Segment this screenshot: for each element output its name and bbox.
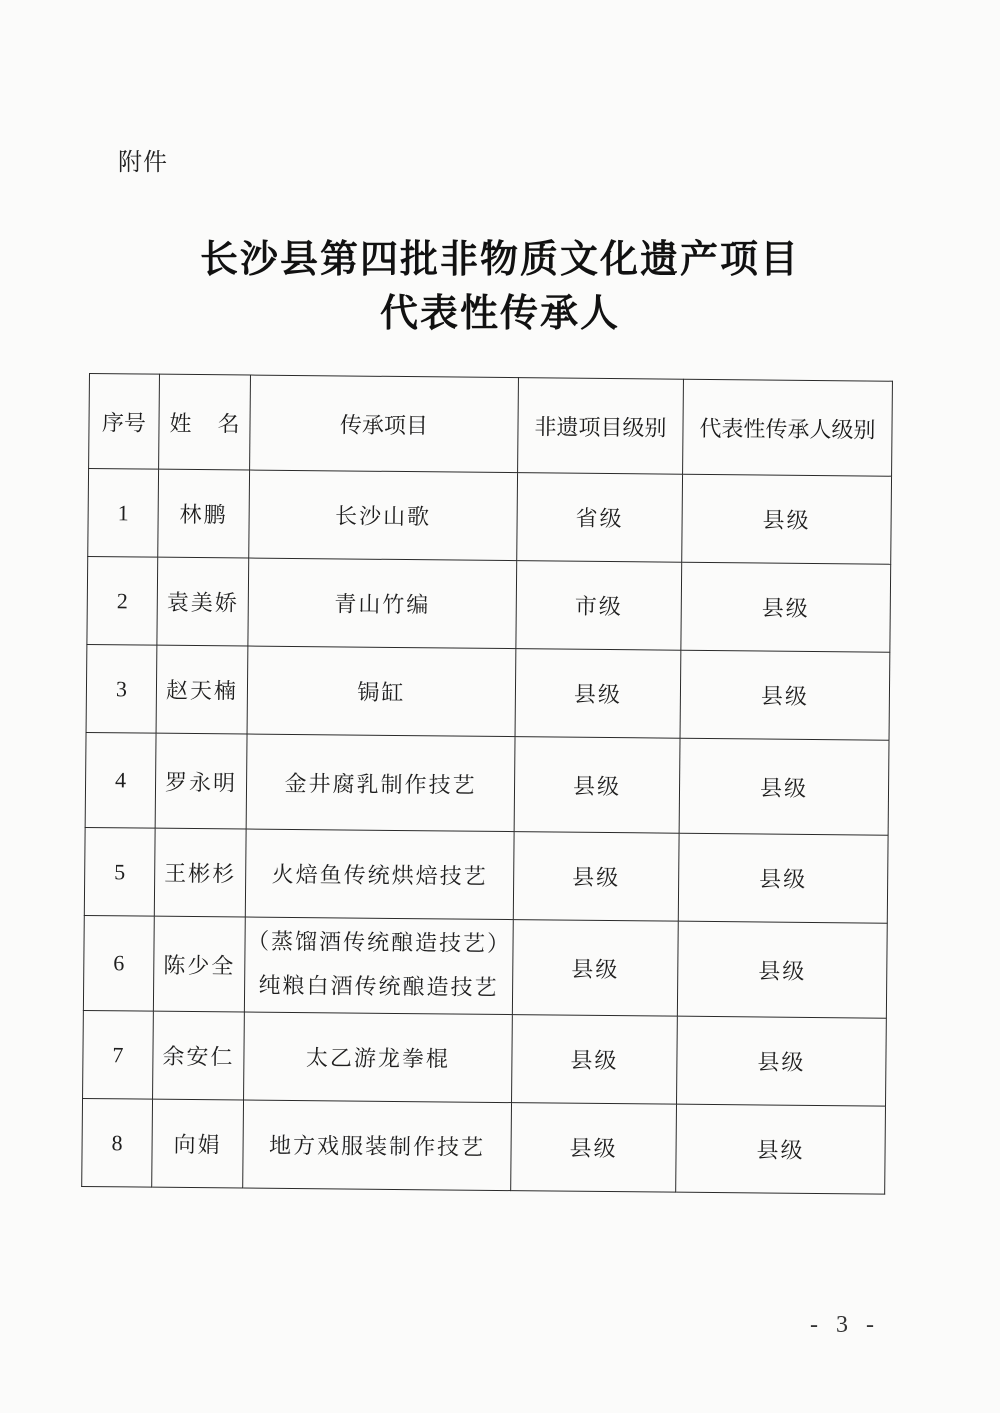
row-project: 地方戏服装制作技艺 xyxy=(243,1100,512,1191)
row-heritage-level: 省级 xyxy=(517,473,683,563)
table-header-row xyxy=(89,374,893,477)
row-project: 金井腐乳制作技艺 xyxy=(246,734,515,832)
row-name: 袁美娇 xyxy=(157,557,249,646)
table-row xyxy=(82,1098,886,1194)
page-number: - 3 - xyxy=(810,1312,880,1338)
row-index: 2 xyxy=(87,556,158,645)
row-inheritor-level: 县级 xyxy=(680,650,890,740)
row-inheritor-level: 县级 xyxy=(678,833,888,923)
row-inheritor-level: 县级 xyxy=(679,738,889,835)
header-inheritor-level: 代表性传承人级别 xyxy=(683,379,893,476)
row-project xyxy=(244,917,513,1015)
row-project-line1: （蒸馏酒传统酿造技艺） xyxy=(246,929,512,958)
row-project: 长沙山歌 xyxy=(249,470,518,561)
row-index: 4 xyxy=(85,732,156,828)
row-project: 火焙鱼传统烘焙技艺 xyxy=(245,829,514,920)
row-inheritor-level: 县级 xyxy=(681,562,891,652)
row-index: 8 xyxy=(82,1098,153,1187)
row-name: 余安仁 xyxy=(153,1011,245,1100)
header-heritage-level: 非遗项目级别 xyxy=(518,378,684,475)
row-project: 锔缸 xyxy=(247,646,516,737)
document-title-line2: 代表性传承人 xyxy=(379,290,620,335)
header-index: 序号 xyxy=(89,374,160,470)
row-heritage-level: 县级 xyxy=(515,649,681,739)
table-row xyxy=(88,469,892,565)
attachment-label: 附件 xyxy=(118,148,168,176)
row-heritage-level: 县级 xyxy=(512,1015,678,1105)
header-project: 传承项目 xyxy=(250,375,519,473)
row-name: 林鹏 xyxy=(158,469,250,558)
row-project: 青山竹编 xyxy=(248,558,517,649)
row-name: 陈少全 xyxy=(153,916,245,1012)
header-name-part1: 姓 xyxy=(169,411,192,437)
row-heritage-level: 县级 xyxy=(513,832,679,922)
table-row xyxy=(85,732,889,835)
row-project-line2: 纯粮白酒传统酿造技艺 xyxy=(258,973,499,1001)
header-name-part2: 名 xyxy=(217,411,240,437)
table-row xyxy=(87,556,891,652)
row-name: 王彬杉 xyxy=(154,828,246,917)
row-project: 太乙游龙拳棍 xyxy=(244,1012,513,1103)
row-heritage-level: 市级 xyxy=(516,561,682,651)
table-row xyxy=(84,827,888,923)
row-inheritor-level: 县级 xyxy=(682,474,892,564)
row-name: 向娟 xyxy=(152,1099,244,1188)
row-inheritor-level: 县级 xyxy=(677,1016,887,1106)
row-name: 赵天楠 xyxy=(156,645,248,734)
row-index: 3 xyxy=(86,644,157,733)
table-row xyxy=(83,1010,887,1106)
row-name: 罗永明 xyxy=(155,733,247,829)
row-heritage-level: 县级 xyxy=(514,737,680,834)
document-title-line1: 长沙县第四批非物质文化遗产项目 xyxy=(199,236,800,281)
row-index: 1 xyxy=(88,469,159,558)
row-index: 6 xyxy=(83,915,154,1011)
table-row xyxy=(86,644,890,740)
row-index: 7 xyxy=(83,1010,154,1099)
row-heritage-level: 县级 xyxy=(511,1103,677,1193)
row-inheritor-level: 县级 xyxy=(676,1104,886,1194)
header-name xyxy=(159,374,251,470)
row-heritage-level: 县级 xyxy=(512,920,678,1017)
row-index: 5 xyxy=(84,827,155,916)
table-row xyxy=(83,915,887,1018)
row-inheritor-level: 县级 xyxy=(677,921,887,1018)
inheritors-table xyxy=(81,373,893,1195)
